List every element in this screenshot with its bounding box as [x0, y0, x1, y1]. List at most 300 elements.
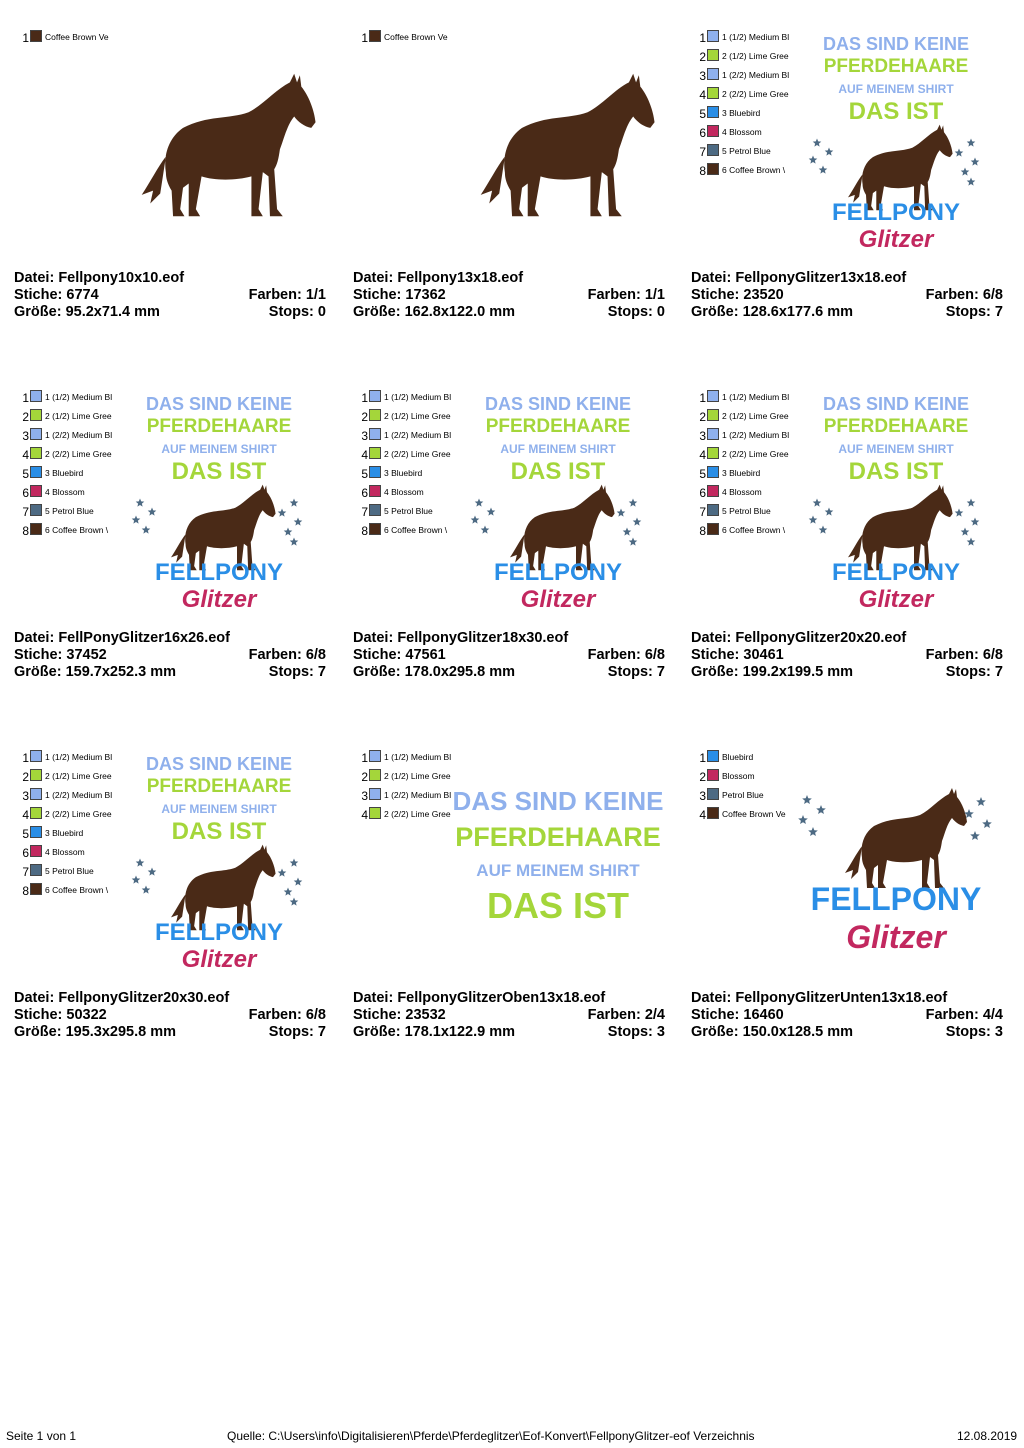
stitches-label: Stiche:: [14, 1007, 63, 1023]
thread-name: 1 (2/2) Medium Bl: [384, 430, 452, 440]
stitches-label: Stiche:: [353, 287, 402, 303]
file-label: Datei:: [14, 270, 55, 286]
thread-index: 4: [361, 448, 368, 462]
stitches-label: Stiche:: [14, 647, 63, 663]
star-icon: [294, 878, 303, 886]
thread-color-item: [359, 390, 459, 409]
thread-swatch: [30, 845, 42, 857]
thread-index: 3: [699, 429, 706, 443]
thread-swatch: [369, 485, 381, 497]
thread-color-item: [359, 504, 459, 523]
design-size: 199.2x199.5 mm: [742, 664, 854, 680]
thread-color-list: [697, 390, 797, 542]
file-label: Datei:: [14, 990, 55, 1006]
colors-label: Farben:: [248, 1007, 302, 1023]
design-line-3: AUF MEINEM SHIRT: [476, 861, 640, 880]
colors-label: Farben:: [587, 647, 641, 663]
thread-swatch: [707, 49, 719, 61]
print-date: 12.08.2019: [957, 1429, 1018, 1443]
stitches-label: Stiche:: [691, 1007, 740, 1023]
star-icon: [808, 827, 818, 836]
thread-name: 5 Petrol Blue: [722, 146, 771, 156]
star-icon: [970, 831, 980, 840]
design-line-2: PFERDEHAARE: [485, 416, 631, 437]
stitches-label: Stiche:: [353, 647, 402, 663]
thread-index: 3: [361, 789, 368, 803]
thread-swatch: [30, 30, 42, 42]
colors-label: Farben:: [925, 1007, 979, 1023]
star-icon: [971, 518, 980, 526]
thread-color-item: [359, 466, 459, 485]
design-line-3: AUF MEINEM SHIRT: [500, 442, 616, 456]
color-count: 4/4: [982, 1007, 1003, 1023]
design-line-5: FELLPONY: [810, 881, 982, 917]
thread-name: 4 Blossom: [45, 487, 85, 497]
size-label: Größe:: [14, 1024, 62, 1040]
thread-swatch: [30, 409, 42, 421]
thread-swatch: [707, 390, 719, 402]
thread-name: 1 (1/2) Medium Bl: [384, 392, 452, 402]
thread-index: 6: [361, 486, 368, 500]
thread-name: 1 (2/2) Medium Bl: [384, 790, 452, 800]
design-line-1: DAS SIND KEINE: [145, 394, 293, 414]
design-line-4: DAS IST: [171, 458, 267, 485]
thread-name: 2 (1/2) Lime Gree: [384, 771, 451, 781]
file-name: FellponyGlitzer18x30.eof: [397, 630, 569, 646]
design-tile: [14, 750, 334, 1080]
thread-color-item: [20, 504, 120, 523]
design-tile: [691, 750, 1011, 1080]
thread-name: 1 (1/2) Medium Bl: [45, 392, 113, 402]
stop-count: 7: [994, 664, 1003, 680]
thread-color-list: [359, 750, 459, 826]
stitches-label: Stiche:: [14, 287, 63, 303]
thread-index: 5: [699, 107, 706, 121]
stops-label: Stops:: [945, 304, 991, 320]
thread-index: 5: [699, 467, 706, 481]
file-name: FellponyGlitzer13x18.eof: [735, 270, 907, 286]
file-label: Datei:: [14, 630, 55, 646]
star-icon: [955, 509, 964, 517]
thread-index: 1: [361, 391, 368, 405]
star-icon: [481, 526, 490, 534]
thread-index: 4: [699, 448, 706, 462]
file-info: [691, 630, 1003, 681]
star-icon: [290, 859, 299, 867]
thread-index: 2: [699, 50, 706, 64]
star-icon: [136, 499, 145, 507]
thread-color-item: [359, 769, 459, 788]
embroidery-preview: [453, 750, 663, 975]
file-label: Datei:: [353, 270, 394, 286]
colors-label: Farben:: [248, 287, 302, 303]
star-icon: [294, 518, 303, 526]
colors-label: Farben:: [925, 287, 979, 303]
thread-swatch: [707, 504, 719, 516]
design-tile: [14, 390, 334, 720]
colors-label: Farben:: [248, 647, 302, 663]
file-name: Fellpony10x10.eof: [58, 270, 185, 286]
thread-swatch: [30, 523, 42, 535]
stitch-count: 30461: [743, 647, 784, 663]
thread-name: 2 (2/2) Lime Gree: [722, 89, 789, 99]
file-label: Datei:: [353, 990, 394, 1006]
thread-swatch: [707, 750, 719, 762]
thread-index: 5: [361, 467, 368, 481]
thread-name: 3 Bluebird: [45, 468, 84, 478]
star-icon: [290, 898, 299, 906]
thread-color-item: [20, 788, 120, 807]
source-path: Quelle: C:\Users\info\Digitalisieren\Pferde\Pferdeglitzer\Eof-Konvert\FellponyGlitzer-eof Verzeichnis: [227, 1429, 755, 1443]
file-info: [691, 990, 1003, 1041]
thread-color-item: [697, 504, 797, 523]
design-line-3: AUF MEINEM SHIRT: [161, 442, 277, 456]
design-size: 195.3x295.8 mm: [65, 1024, 177, 1040]
thread-index: 5: [22, 467, 29, 481]
thread-swatch: [30, 826, 42, 838]
thread-swatch: [369, 504, 381, 516]
star-icon: [967, 178, 976, 186]
design-line-2: PFERDEHAARE: [146, 776, 292, 797]
thread-color-item: [20, 30, 120, 49]
thread-color-list: [20, 30, 120, 49]
thread-name: 6 Coffee Brown \: [722, 525, 786, 535]
thread-color-item: [359, 750, 459, 769]
thread-color-item: [20, 409, 120, 428]
thread-index: 5: [22, 827, 29, 841]
star-icon: [825, 508, 834, 516]
thread-color-item: [359, 428, 459, 447]
thread-color-item: [697, 807, 797, 826]
design-tile: [691, 390, 1011, 720]
file-info: [353, 270, 665, 321]
file-name: Fellpony13x18.eof: [397, 270, 524, 286]
colors-label: Farben:: [587, 1007, 641, 1023]
file-info: [353, 630, 665, 681]
thread-swatch: [30, 485, 42, 497]
design-line-1: DAS SIND KEINE: [484, 394, 632, 414]
thread-index: 2: [699, 770, 706, 784]
embroidery-preview: [109, 60, 334, 250]
color-count: 6/8: [982, 287, 1003, 303]
thread-swatch: [369, 409, 381, 421]
star-icon: [148, 508, 157, 516]
thread-index: 6: [22, 486, 29, 500]
thread-index: 4: [22, 808, 29, 822]
star-icon: [132, 516, 141, 524]
star-icon: [967, 538, 976, 546]
design-line-4: DAS IST: [486, 885, 630, 926]
stitch-count: 6774: [66, 287, 99, 303]
thread-color-item: [20, 390, 120, 409]
star-icon: [961, 528, 970, 536]
thread-index: 7: [699, 505, 706, 519]
thread-color-list: [359, 30, 459, 49]
star-icon: [825, 148, 834, 156]
design-tile: [14, 30, 334, 360]
design-line-1: DAS SIND KEINE: [453, 786, 663, 816]
design-line-6: Glitzer: [181, 946, 257, 973]
thread-color-list: [20, 390, 120, 542]
thread-swatch: [369, 788, 381, 800]
thread-color-list: [697, 30, 797, 182]
star-icon: [475, 499, 484, 507]
thread-swatch: [707, 807, 719, 819]
thread-name: Blossom: [722, 771, 755, 781]
color-count: 6/8: [305, 647, 326, 663]
thread-name: 2 (1/2) Lime Gree: [384, 411, 451, 421]
thread-swatch: [707, 144, 719, 156]
star-icon: [148, 868, 157, 876]
thread-swatch: [369, 428, 381, 440]
thread-index: 3: [22, 789, 29, 803]
star-icon: [967, 499, 976, 507]
thread-color-item: [20, 845, 120, 864]
design-size: 150.0x128.5 mm: [742, 1024, 854, 1040]
star-icon: [955, 149, 964, 157]
thread-name: 3 Bluebird: [722, 108, 761, 118]
thread-swatch: [707, 30, 719, 42]
thread-color-item: [20, 447, 120, 466]
design-line-6: Glitzer: [520, 586, 596, 613]
thread-color-item: [697, 30, 797, 49]
file-name: FellponyGlitzerUnten13x18.eof: [735, 990, 948, 1006]
star-icon: [623, 528, 632, 536]
pony-silhouette: [510, 485, 615, 571]
star-icon: [278, 509, 287, 517]
thread-name: 4 Blossom: [722, 127, 762, 137]
thread-index: 7: [22, 865, 29, 879]
thread-index: 1: [699, 751, 706, 765]
thread-name: Coffee Brown Ve: [45, 32, 109, 42]
thread-index: 2: [699, 410, 706, 424]
star-icon: [132, 876, 141, 884]
stop-count: 3: [656, 1024, 665, 1040]
thread-index: 1: [699, 391, 706, 405]
thread-color-item: [697, 49, 797, 68]
pony-silhouette: [848, 485, 953, 571]
star-icon: [284, 888, 293, 896]
stop-count: 0: [317, 304, 326, 320]
thread-index: 2: [22, 770, 29, 784]
star-icon: [142, 886, 151, 894]
thread-name: 5 Petrol Blue: [45, 866, 94, 876]
thread-color-item: [697, 163, 797, 182]
design-line-2: PFERDEHAARE: [823, 56, 969, 77]
design-line-5: FELLPONY: [831, 199, 961, 226]
stop-count: 3: [994, 1024, 1003, 1040]
stop-count: 7: [317, 664, 326, 680]
design-size: 159.7x252.3 mm: [65, 664, 177, 680]
star-icon: [617, 509, 626, 517]
pony-silhouette: [171, 845, 276, 931]
design-tile: [353, 750, 673, 1080]
file-name: FellponyGlitzer20x20.eof: [735, 630, 907, 646]
thread-color-item: [20, 523, 120, 542]
thread-color-item: [359, 485, 459, 504]
star-icon: [819, 166, 828, 174]
thread-name: 6 Coffee Brown \: [45, 885, 109, 895]
star-icon: [284, 528, 293, 536]
embroidery-preview: [791, 390, 1001, 615]
thread-swatch: [369, 769, 381, 781]
thread-color-item: [697, 68, 797, 87]
stitches-label: Stiche:: [691, 287, 740, 303]
pony-silhouette: [845, 788, 967, 888]
design-line-3: AUF MEINEM SHIRT: [838, 442, 954, 456]
thread-name: 2 (2/2) Lime Gree: [384, 449, 451, 459]
star-icon: [967, 139, 976, 147]
thread-name: 4 Blossom: [45, 847, 85, 857]
thread-index: 6: [22, 846, 29, 860]
thread-index: 8: [22, 884, 29, 898]
thread-color-item: [697, 106, 797, 125]
thread-name: 2 (2/2) Lime Gree: [384, 809, 451, 819]
stitch-count: 47561: [405, 647, 446, 663]
color-count: 1/1: [644, 287, 665, 303]
thread-index: 1: [699, 31, 706, 45]
thread-index: 2: [361, 410, 368, 424]
thread-swatch: [707, 163, 719, 175]
thread-swatch: [30, 504, 42, 516]
file-label: Datei:: [691, 990, 732, 1006]
star-icon: [798, 815, 808, 824]
thread-color-item: [697, 466, 797, 485]
thread-swatch: [30, 447, 42, 459]
size-label: Größe:: [14, 664, 62, 680]
design-size: 178.0x295.8 mm: [404, 664, 516, 680]
thread-swatch: [707, 523, 719, 535]
thread-name: 6 Coffee Brown \: [722, 165, 786, 175]
file-info: [14, 630, 326, 681]
thread-color-list: [359, 390, 459, 542]
design-line-2: PFERDEHAARE: [823, 416, 969, 437]
thread-color-item: [697, 750, 797, 769]
thread-index: 4: [361, 808, 368, 822]
thread-swatch: [30, 883, 42, 895]
thread-color-item: [20, 466, 120, 485]
color-count: 6/8: [644, 647, 665, 663]
star-icon: [813, 499, 822, 507]
pony-silhouette: [481, 74, 655, 217]
thread-swatch: [707, 106, 719, 118]
design-line-1: DAS SIND KEINE: [145, 754, 293, 774]
thread-swatch: [30, 390, 42, 402]
thread-name: 2 (2/2) Lime Gree: [45, 809, 112, 819]
thread-swatch: [707, 788, 719, 800]
thread-name: Coffee Brown Ve: [722, 809, 786, 819]
thread-swatch: [30, 428, 42, 440]
thread-index: 8: [22, 524, 29, 538]
thread-color-item: [697, 125, 797, 144]
thread-swatch: [369, 807, 381, 819]
thread-color-list: [20, 750, 120, 902]
thread-index: 3: [22, 429, 29, 443]
size-label: Größe:: [353, 304, 401, 320]
thread-swatch: [30, 864, 42, 876]
thread-swatch: [30, 769, 42, 781]
thread-color-item: [359, 30, 459, 49]
size-label: Größe:: [353, 664, 401, 680]
thread-index: 1: [22, 751, 29, 765]
thread-name: 1 (2/2) Medium Bl: [722, 430, 790, 440]
thread-color-item: [20, 428, 120, 447]
stops-label: Stops:: [945, 664, 991, 680]
design-line-1: DAS SIND KEINE: [822, 34, 970, 54]
thread-index: 8: [361, 524, 368, 538]
thread-index: 2: [22, 410, 29, 424]
embroidery-preview: [448, 60, 673, 250]
thread-index: 7: [361, 505, 368, 519]
size-label: Größe:: [14, 304, 62, 320]
thread-color-item: [20, 807, 120, 826]
thread-color-item: [359, 409, 459, 428]
thread-name: 1 (1/2) Medium Bl: [384, 752, 452, 762]
thread-name: 1 (2/2) Medium Bl: [45, 790, 113, 800]
design-size: 162.8x122.0 mm: [404, 304, 516, 320]
thread-index: 1: [361, 31, 368, 45]
stitch-count: 23520: [743, 287, 784, 303]
thread-name: 1 (1/2) Medium Bl: [722, 32, 790, 42]
star-icon: [471, 516, 480, 524]
file-name: FellPonyGlitzer16x26.eof: [58, 630, 230, 646]
stops-label: Stops:: [268, 664, 314, 680]
thread-index: 3: [699, 69, 706, 83]
design-line-6: Glitzer: [858, 226, 934, 253]
thread-swatch: [707, 409, 719, 421]
thread-swatch: [707, 428, 719, 440]
design-line-4: DAS IST: [510, 458, 606, 485]
stop-count: 7: [656, 664, 665, 680]
embroidery-preview: [453, 390, 663, 615]
star-icon: [142, 526, 151, 534]
pony-silhouette: [142, 74, 316, 217]
file-info: [353, 990, 665, 1041]
size-label: Größe:: [353, 1024, 401, 1040]
star-icon: [982, 819, 992, 828]
size-label: Größe:: [691, 304, 739, 320]
thread-color-item: [20, 864, 120, 883]
file-info: [14, 270, 326, 321]
design-line-6: Glitzer: [181, 586, 257, 613]
stop-count: 7: [994, 304, 1003, 320]
thread-swatch: [30, 466, 42, 478]
thread-name: 2 (1/2) Lime Gree: [45, 411, 112, 421]
stops-label: Stops:: [268, 1024, 314, 1040]
thread-index: 6: [699, 126, 706, 140]
thread-color-item: [697, 769, 797, 788]
design-line-4: DAS IST: [171, 818, 267, 845]
design-line-1: DAS SIND KEINE: [822, 394, 970, 414]
thread-name: 4 Blossom: [722, 487, 762, 497]
star-icon: [961, 168, 970, 176]
thread-name: 2 (2/2) Lime Gree: [45, 449, 112, 459]
thread-color-item: [697, 87, 797, 106]
pony-silhouette: [171, 485, 276, 571]
file-label: Datei:: [691, 630, 732, 646]
thread-name: 2 (1/2) Lime Gree: [722, 411, 789, 421]
star-icon: [976, 797, 986, 806]
page-number: Seite 1 von 1: [6, 1429, 77, 1443]
stops-label: Stops:: [607, 664, 653, 680]
star-icon: [813, 139, 822, 147]
design-line-5: FELLPONY: [493, 559, 623, 586]
thread-swatch: [707, 87, 719, 99]
embroidery-preview: [791, 30, 1001, 255]
thread-color-item: [359, 523, 459, 542]
star-icon: [629, 538, 638, 546]
thread-index: 1: [22, 31, 29, 45]
